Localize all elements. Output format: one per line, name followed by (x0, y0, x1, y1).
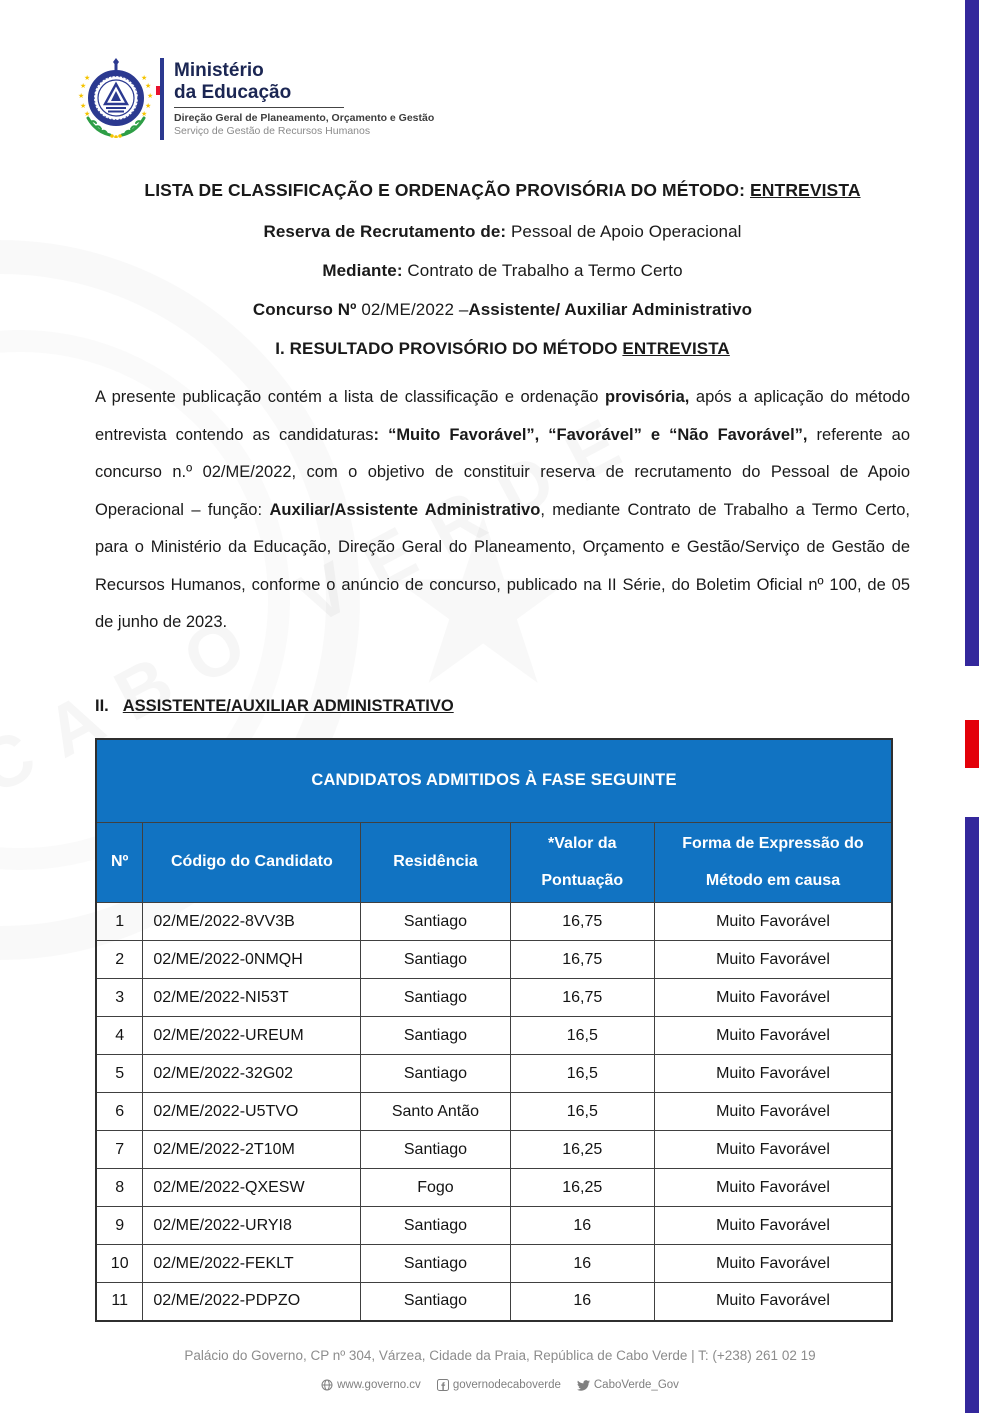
cell-code: 02/ME/2022-U5TVO (143, 1093, 361, 1131)
section2-title: ASSISTENTE/AUXILIAR ADMINISTRATIVO (122, 696, 454, 715)
cell-residence: Santiago (361, 941, 510, 979)
paragraph-text-run: após a aplicação do método entrevista contendo as candidaturas (95, 388, 910, 444)
svg-text:★: ★ (80, 83, 87, 90)
subtitle-mediante-value: Contrato de Trabalho a Termo Certo (402, 261, 683, 280)
subtitle-concurso (95, 300, 910, 320)
department-line2: Serviço de Gestão de Recursos Humanos (174, 125, 371, 137)
subtitle-concurso-label: Concurso Nº (252, 300, 357, 319)
footer-twitter (577, 1379, 679, 1391)
facebook-icon (437, 1379, 449, 1391)
svg-text:★: ★ (141, 111, 148, 118)
cabo-verde-emblem-icon (78, 58, 154, 138)
cell-number: 11 (96, 1283, 143, 1321)
cell-code: 02/ME/2022-0NMQH (143, 941, 361, 979)
cell-expression: Muito Favorável (654, 979, 892, 1017)
ministry-underline (174, 107, 344, 108)
cell-code: 02/ME/2022-FEKLT (143, 1245, 361, 1283)
cell-score: 16,75 (510, 979, 654, 1017)
subtitle-mediante-label: Mediante: (322, 261, 403, 280)
footer-twitter-label: CaboVerde_Gov (593, 1379, 679, 1391)
cell-code: 02/ME/2022-PDPZO (143, 1283, 361, 1321)
cell-residence: Santiago (361, 1245, 510, 1283)
ministry-name-line1: Ministério (174, 60, 264, 81)
paragraph-bold-run: provisória, (605, 388, 690, 406)
cell-expression: Muito Favorável (654, 1093, 892, 1131)
cell-expression: Muito Favorável (654, 1283, 892, 1321)
cell-expression: Muito Favorável (654, 1017, 892, 1055)
table-row (96, 979, 892, 1017)
edge-stripe-blue-top (965, 0, 979, 666)
cell-score: 16,5 (510, 1017, 654, 1055)
cell-code: 02/ME/2022-2T10M (143, 1131, 361, 1169)
cell-code: 02/ME/2022-QXESW (143, 1169, 361, 1207)
candidates-table (95, 738, 893, 1322)
cell-residence: Santiago (361, 903, 510, 941)
cell-number: 10 (96, 1245, 143, 1283)
cell-score: 16,75 (510, 941, 654, 979)
cell-residence: Santiago (361, 1283, 510, 1321)
cell-code: 02/ME/2022-NI53T (143, 979, 361, 1017)
subtitle-reserva-label: Reserva de Recrutamento de: (263, 222, 507, 241)
svg-text:★: ★ (80, 103, 87, 110)
table-banner: CANDIDATOS ADMITIDOS À FASE SEGUINTE (96, 739, 892, 823)
cell-code: 02/ME/2022-UREUM (143, 1017, 361, 1055)
cell-number: 2 (96, 941, 143, 979)
section2-number: II. (95, 696, 109, 715)
table-row (96, 1207, 892, 1245)
svg-text:★: ★ (145, 103, 152, 110)
cell-number: 9 (96, 1207, 143, 1245)
cell-residence: Santiago (361, 1017, 510, 1055)
subtitle-mediante (95, 261, 910, 281)
cell-number: 1 (96, 903, 143, 941)
cell-score: 16,75 (510, 903, 654, 941)
svg-text:★: ★ (141, 75, 148, 82)
footer-facebook-label: governodecaboverde (452, 1379, 561, 1391)
title-prefix: LISTA DE CLASSIFICAÇÃO E ORDENAÇÃO PROVISÓRIA DO MÉTODO: (144, 180, 751, 200)
edge-stripe-blue-bottom (965, 817, 979, 1413)
table-row (96, 941, 892, 979)
cell-residence: Santiago (361, 1131, 510, 1169)
section2-heading (95, 697, 1000, 716)
cell-expression: Muito Favorável (654, 1055, 892, 1093)
globe-icon (321, 1379, 333, 1391)
ministry-logo-block (0, 0, 1000, 140)
svg-text:★: ★ (147, 93, 154, 100)
column-header-valor: *Valor da Pontuação (510, 823, 654, 903)
table-row (96, 1055, 892, 1093)
cell-expression: Muito Favorável (654, 903, 892, 941)
paragraph-text-run: , mediante Contrato de Trabalho a Termo Certo, para o Ministério da Educação, Direção Geral do Planeamento, Orçamento e Gestão/Serviço de Gestão de Recursos Humanos, conforme o anúncio de concurso, publicado na II Série, do Boletim Oficial nº 100, de 05 de junho de 2023. (95, 500, 911, 631)
cell-expression: Muito Favorável (654, 941, 892, 979)
cell-residence: Fogo (361, 1169, 510, 1207)
paragraph-text-run: A presente publicação contém a lista de classificação e ordenação (95, 388, 605, 406)
table-row (96, 1283, 892, 1321)
svg-text:★: ★ (84, 111, 91, 118)
svg-text:★: ★ (84, 75, 91, 82)
subtitle-concurso-role: Assistente/ Auxiliar Administrativo (468, 300, 753, 319)
footer-website-label: www.governo.cv (337, 1379, 421, 1391)
cell-expression: Muito Favorável (654, 1245, 892, 1283)
ministry-name-block (160, 58, 434, 140)
cell-code: 02/ME/2022-URYI8 (143, 1207, 361, 1245)
cell-number: 5 (96, 1055, 143, 1093)
column-header-codigo: Código do Candidato (143, 823, 361, 903)
ministry-name-line2: da Educação (174, 82, 292, 103)
twitter-icon (577, 1380, 590, 1391)
cell-score: 16 (510, 1245, 654, 1283)
cell-score: 16 (510, 1207, 654, 1245)
cell-score: 16 (510, 1283, 654, 1321)
logo-red-dash (156, 86, 160, 95)
footer (0, 1348, 1000, 1391)
paragraph-bold-run: : “Muito Favorável”, “Favorável” e “Não Favorável”, (373, 425, 808, 444)
column-header-residencia: Residência (361, 823, 510, 903)
footer-address: Palácio do Governo, CP nº 304, Várzea, Cidade da Praia, República de Cabo Verde | T: (+238) 261 02 19 (184, 1348, 816, 1363)
title-block (95, 180, 910, 359)
cell-number: 4 (96, 1017, 143, 1055)
svg-text:★: ★ (78, 93, 85, 100)
footer-facebook (437, 1379, 561, 1391)
cell-residence: Santiago (361, 1207, 510, 1245)
edge-stripe-red (965, 720, 979, 768)
cell-number: 3 (96, 979, 143, 1017)
table-row (96, 1017, 892, 1055)
table-row (96, 1093, 892, 1131)
footer-website (321, 1379, 421, 1391)
cell-score: 16,25 (510, 1131, 654, 1169)
cell-residence: Santiago (361, 1055, 510, 1093)
cell-residence: Santo Antão (361, 1093, 510, 1131)
subtitle-concurso-number: 02/ME/2022 – (356, 300, 469, 319)
cell-number: 6 (96, 1093, 143, 1131)
cell-code: 02/ME/2022-32G02 (143, 1055, 361, 1093)
table-banner-row (96, 739, 892, 823)
subtitle-reserva (95, 222, 910, 242)
cell-expression: Muito Favorável (654, 1207, 892, 1245)
cell-residence: Santiago (361, 979, 510, 1017)
paragraph-bold-run: Auxiliar/Assistente Administrativo (269, 500, 541, 519)
title-underlined: ENTREVISTA (750, 180, 861, 200)
footer-social-row (0, 1379, 1000, 1391)
candidates-tbody (96, 903, 892, 1321)
section1-heading (95, 339, 910, 359)
cell-number: 8 (96, 1169, 143, 1207)
cell-code: 02/ME/2022-8VV3B (143, 903, 361, 941)
department-line1: Direção Geral de Planeamento, Orçamento e Gestão (174, 112, 435, 124)
table-header-row (96, 823, 892, 903)
table-row (96, 1131, 892, 1169)
section1-prefix: I. RESULTADO PROVISÓRIO DO MÉTODO (275, 339, 623, 358)
table-row (96, 1169, 892, 1207)
column-header-numero: Nº (96, 823, 143, 903)
svg-text:★: ★ (145, 83, 152, 90)
section1-underlined: ENTREVISTA (622, 339, 730, 358)
column-header-forma: Forma de Expressão do Método em causa (654, 823, 892, 903)
cell-expression: Muito Favorável (654, 1131, 892, 1169)
table-row (96, 1245, 892, 1283)
cell-score: 16,25 (510, 1169, 654, 1207)
cell-score: 16,5 (510, 1055, 654, 1093)
cell-score: 16,5 (510, 1093, 654, 1131)
table-row (96, 903, 892, 941)
intro-paragraph (95, 379, 910, 642)
paragraph-text-run: referente ao concurso n.º 02/ME/2022, com o objetivo de constituir reserva de recrutamento do Pessoal de Apoio Operacional – função: (95, 425, 911, 519)
cell-number: 7 (96, 1131, 143, 1169)
cell-expression: Muito Favorável (654, 1169, 892, 1207)
subtitle-reserva-value: Pessoal de Apoio Operacional (506, 222, 742, 241)
document-title (95, 180, 910, 201)
